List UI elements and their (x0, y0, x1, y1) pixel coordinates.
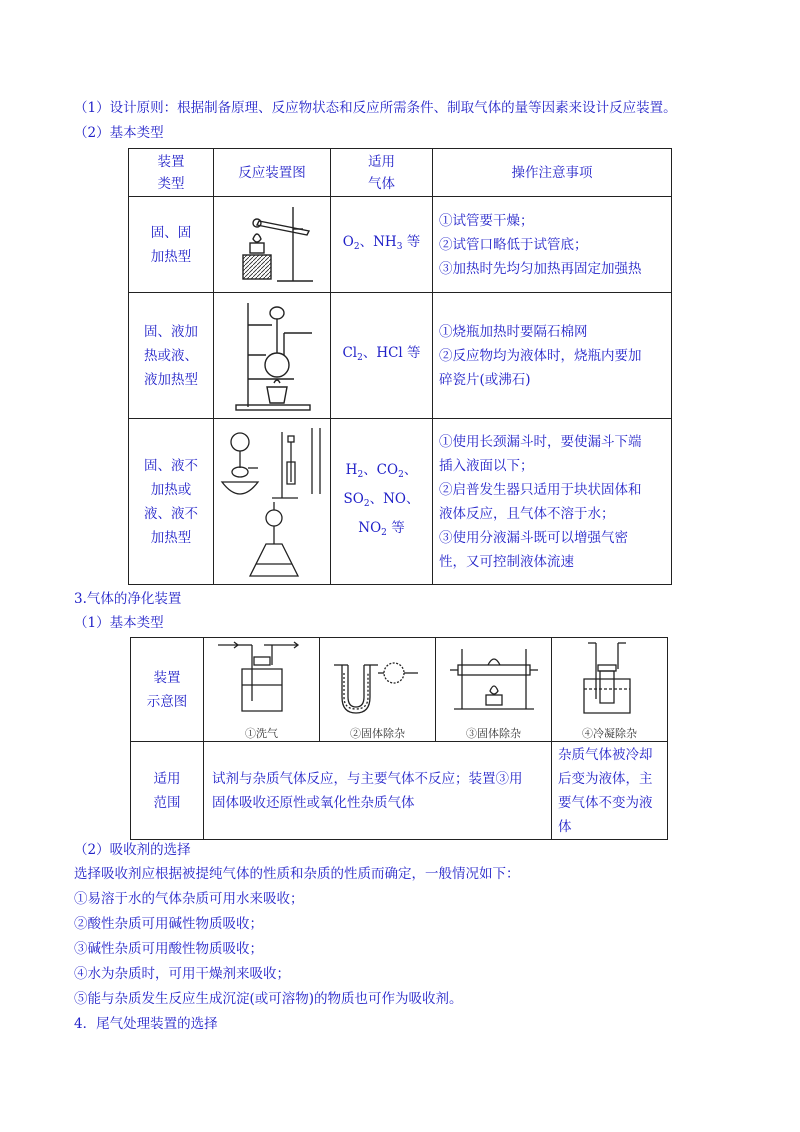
u-tube-figure (328, 639, 428, 721)
row2-notes (433, 293, 672, 419)
figure-row-label-line: 装置 (153, 669, 181, 686)
row1-type (129, 197, 214, 293)
absorbent-item: ②酸性杂质可用碱性物质吸收； (74, 916, 263, 932)
header-type-line1: 装置 (157, 153, 185, 170)
gas-subscript: 2 (357, 470, 364, 480)
note-line: ②试管口略低于试管底； (439, 236, 588, 253)
usage-row-label-line: 适用 (153, 770, 181, 787)
table-header-row (129, 149, 672, 197)
purification-apparatus-table (130, 637, 668, 840)
absorbent-item: ③碱性杂质可用酸性物质吸收； (74, 941, 263, 957)
section3-basic-types: （1）基本类型 (74, 615, 164, 631)
header-notes: 操作注意事项 (433, 149, 672, 197)
usage-cold (552, 742, 668, 840)
absorbent-item: ⑤能与杂质发生反应生成沉淀(或可溶物)的物质也可作为吸收剂。 (74, 991, 463, 1007)
gas-text: H (345, 462, 358, 478)
kipp-and-funnel-apparatus-figure (216, 422, 328, 582)
row3-gas (331, 419, 433, 585)
header-gas-line2: 气体 (368, 175, 395, 192)
table-row (131, 638, 668, 742)
gas-text: Cl (342, 345, 358, 361)
usage-main-line: 试剂与杂质气体反应，与主要气体不反应；装置③用 (212, 770, 523, 787)
header-type-line2: 类型 (157, 175, 185, 192)
wash-bottle-cell (204, 638, 320, 742)
cold-trap-figure (560, 639, 660, 721)
gas-text: 、HCl 等 (362, 345, 421, 361)
header-gas (331, 149, 433, 197)
gas-text: O (342, 234, 354, 250)
gas-text: 、NO、 (369, 491, 420, 507)
gas-subscript: 3 (396, 242, 403, 252)
reaction-apparatus-table (128, 148, 672, 585)
note-line: ①试管要干燥； (439, 212, 534, 229)
row1-figure-cell (214, 197, 331, 293)
caption-cold-trap: ④冷凝除杂 (582, 726, 637, 740)
heated-tube-figure (444, 639, 544, 721)
note-line: ①使用长颈漏斗时，要使漏斗下端 (439, 433, 642, 450)
absorbent-title: （2）吸收剂的选择 (74, 842, 191, 858)
gas-subscript: 2 (357, 353, 363, 363)
note-line: ②反应物均为液体时，烧瓶内要加 (439, 347, 642, 364)
caption-heated-tube: ③固体除杂 (466, 726, 521, 740)
usage-cold-line: 体 (558, 818, 572, 835)
usage-cold-line: 后变为液体，主 (558, 770, 653, 787)
gas-subscript: 2 (381, 528, 387, 538)
gas-text: 、CO (363, 462, 399, 478)
basic-types-heading: （2）基本类型 (74, 125, 164, 141)
table-row (129, 293, 672, 419)
u-tube-cell (320, 638, 436, 742)
solid-solid-heating-apparatus-figure (217, 201, 327, 289)
gas-text: NO (358, 520, 382, 536)
figure-row-label-line: 示意图 (146, 693, 188, 710)
design-principle: （1）设计原则：根据制备原理、反应物状态和反应所需条件、制取气体的量等因素来设计反应装置。 (74, 100, 677, 116)
row3-type-line: 液、液不 (144, 505, 198, 522)
usage-row-label (131, 742, 204, 840)
caption-u-tube: ②固体除杂 (350, 726, 405, 740)
usage-main-line: 固体吸收还原性或氧化性杂质气体 (212, 794, 415, 811)
absorbent-item: ①易溶于水的气体杂质可用水来吸收； (74, 891, 304, 907)
flask-heating-apparatus-figure (222, 297, 322, 415)
absorbent-item: ④水为杂质时，可用干燥剂来吸收； (74, 966, 290, 982)
row3-type-line: 加热型 (150, 529, 192, 546)
note-line: 插入液面以下； (439, 457, 534, 474)
table-row (129, 197, 672, 293)
note-line: 性，又可控制液体流速 (439, 553, 574, 570)
row1-type-line: 加热型 (150, 248, 192, 265)
row2-type-line: 液加热型 (144, 371, 198, 388)
row1-notes (433, 197, 672, 293)
row2-type (129, 293, 214, 419)
row3-type (129, 419, 214, 585)
table-row (129, 419, 672, 585)
note-line: 碎瓷片(或沸石) (439, 371, 531, 388)
gas-text: 等 (402, 234, 421, 250)
figure-row-label (131, 638, 204, 742)
row2-figure-cell (214, 293, 331, 419)
absorbent-intro: 选择吸收剂应根据被提纯气体的性质和杂质的性质而确定，一般情况如下： (74, 866, 520, 882)
gas-text: 、NH (359, 234, 397, 250)
usage-main (204, 742, 552, 840)
gas-text: SO (343, 491, 364, 507)
usage-row-label-line: 范围 (153, 794, 181, 811)
row2-gas (331, 293, 433, 419)
row3-type-line: 加热或 (150, 481, 192, 498)
note-line: ③使用分液漏斗既可以增强气密 (439, 529, 628, 546)
usage-cold-line: 要气体不变为液 (558, 794, 653, 811)
row1-type-line: 固、固 (150, 224, 192, 241)
row1-gas (331, 197, 433, 293)
row3-figure-cell (214, 419, 331, 585)
gas-subscript: 2 (363, 499, 370, 509)
note-line: ③加热时先均匀加热再固定加强热 (439, 260, 642, 277)
gas-text: 等 (386, 520, 405, 536)
header-figure: 反应装置图 (214, 149, 331, 197)
header-gas-line1: 适用 (368, 153, 395, 170)
section4-title: 4．尾气处理装置的选择 (74, 1016, 218, 1032)
gas-subscript: 2 (353, 242, 360, 252)
gas-text: 、 (403, 462, 418, 478)
usage-cold-line: 杂质气体被冷却 (558, 746, 653, 763)
section3-title: 3.气体的净化装置 (74, 591, 182, 607)
note-line: ②启普发生器只适用于块状固体和 (439, 481, 642, 498)
note-line: ①烧瓶加热时要隔石棉网 (439, 323, 588, 340)
row2-type-line: 热或液、 (144, 347, 198, 364)
cold-trap-cell (552, 638, 668, 742)
caption-wash: ①洗气 (245, 726, 278, 740)
heated-tube-cell (436, 638, 552, 742)
header-type (129, 149, 214, 197)
table-row (131, 742, 668, 840)
row2-type-line: 固、液加 (144, 323, 198, 340)
row3-notes (433, 419, 672, 585)
note-line: 液体反应，且气体不溶于水； (439, 505, 615, 522)
gas-subscript: 2 (398, 470, 404, 480)
row3-type-line: 固、液不 (144, 457, 198, 474)
wash-bottle-figure (212, 639, 312, 721)
